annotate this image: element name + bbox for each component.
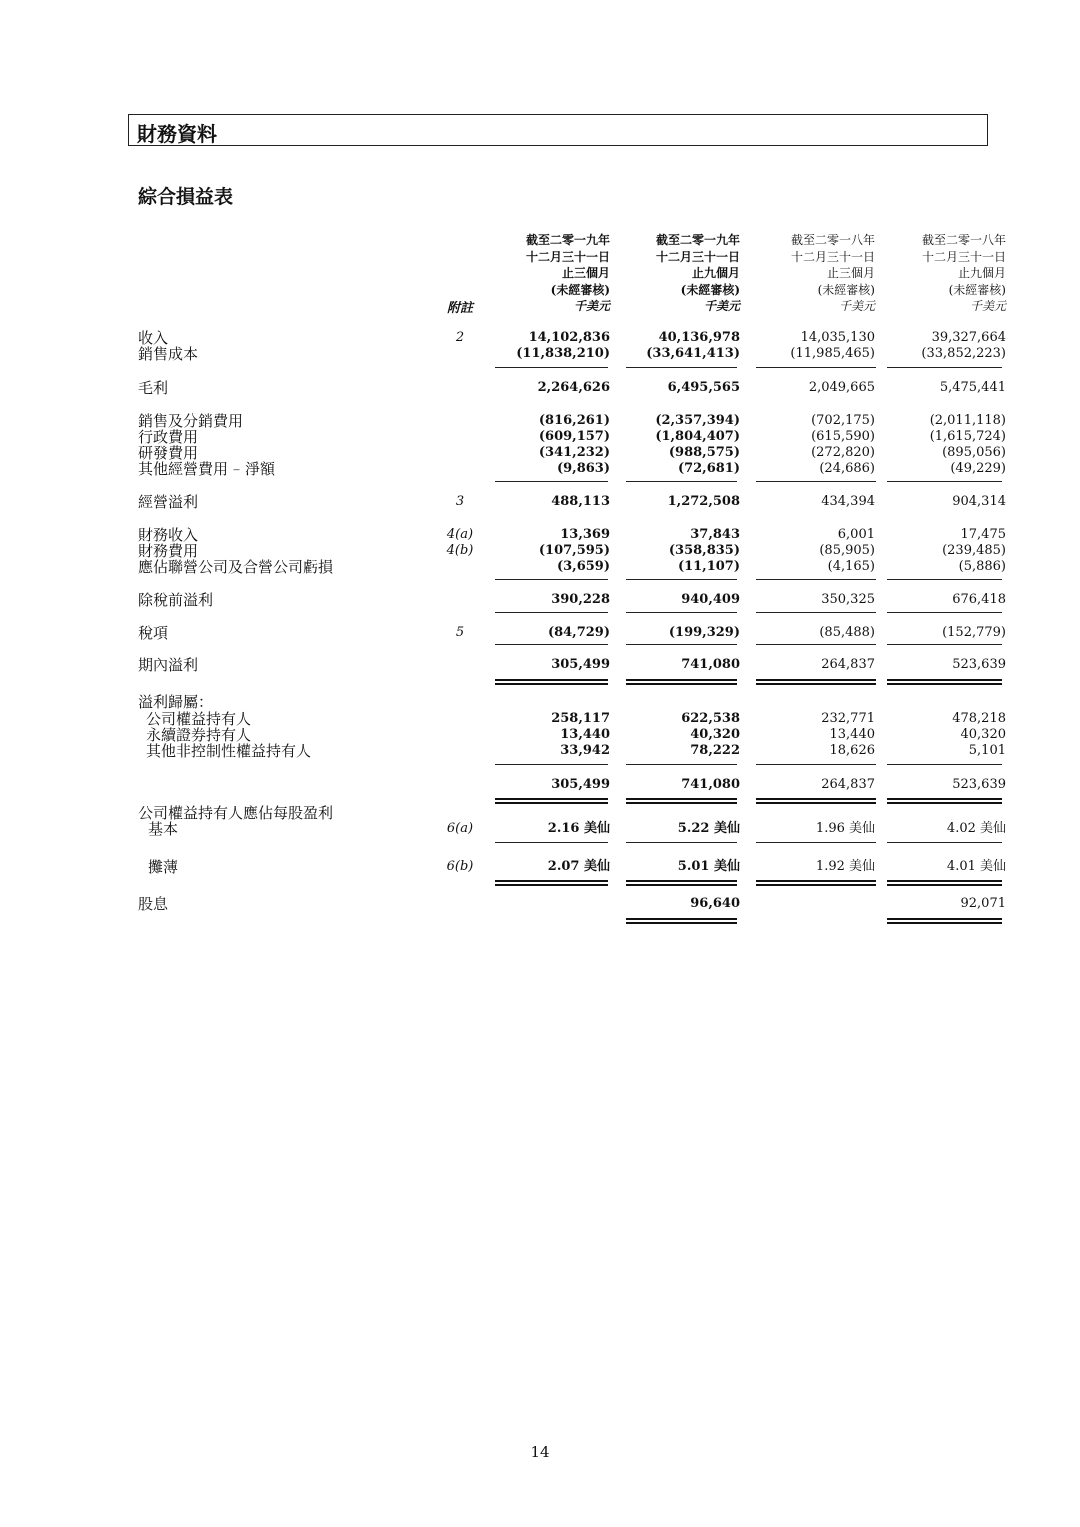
row-value-col-4: 5,475,441 xyxy=(939,380,1006,395)
row-value-col-3: 232,771 xyxy=(821,711,875,726)
row-value-col-2: (358,835) xyxy=(668,543,740,558)
table-row xyxy=(0,461,1080,477)
row-value-col-4: 92,071 xyxy=(960,896,1006,911)
row-value-col-3: (272,820) xyxy=(811,445,875,460)
table-row xyxy=(0,413,1080,429)
table-row xyxy=(0,727,1080,743)
row-value-col-3: (24,686) xyxy=(819,461,875,476)
table-row xyxy=(0,743,1080,759)
row-value-col-2: 622,538 xyxy=(681,711,740,726)
row-value-col-2: 940,409 xyxy=(681,592,740,607)
table-row xyxy=(0,694,1080,710)
row-value-col-1: (3,659) xyxy=(556,559,610,574)
row-value-col-4: 4.01 美仙 xyxy=(946,859,1006,874)
row-value-col-4: 39,327,664 xyxy=(931,330,1006,345)
subtotal-rule xyxy=(495,644,608,645)
row-value-col-2: (2,357,394) xyxy=(655,413,740,428)
row-value-col-3: (85,488) xyxy=(819,625,875,640)
table-row xyxy=(0,330,1080,346)
row-value-col-3: 350,325 xyxy=(821,592,875,607)
row-value-col-4: (33,852,223) xyxy=(921,346,1006,361)
row-value-col-4: 904,314 xyxy=(952,494,1006,509)
row-value-col-1: (84,729) xyxy=(547,625,610,640)
subtotal-rule xyxy=(756,579,876,580)
row-value-col-2: 741,080 xyxy=(681,777,740,792)
subtotal-rule xyxy=(887,612,1002,613)
total-double-rule xyxy=(756,798,876,804)
table-row xyxy=(0,380,1080,396)
row-value-col-2: 37,843 xyxy=(690,527,740,542)
subtotal-rule xyxy=(756,764,876,765)
row-value-col-4: (152,779) xyxy=(942,625,1006,640)
row-value-col-1: 2,264,626 xyxy=(537,380,610,395)
row-value-col-3: 434,394 xyxy=(821,494,875,509)
row-value-col-2: (199,329) xyxy=(668,625,740,640)
row-label: 基本 xyxy=(148,820,179,838)
row-value-col-4: 4.02 美仙 xyxy=(946,821,1006,836)
row-value-col-1: 258,117 xyxy=(551,711,610,726)
table-row xyxy=(0,592,1080,608)
row-value-col-3: 13,440 xyxy=(829,727,875,742)
row-value-col-2: 40,136,978 xyxy=(658,330,740,345)
row-label: 財務收入 xyxy=(138,526,199,544)
table-row xyxy=(0,657,1080,673)
table-row xyxy=(0,543,1080,559)
row-value-col-1: 2.07 美仙 xyxy=(547,859,610,874)
page-number: 14 xyxy=(530,1443,550,1461)
total-double-rule xyxy=(887,918,1002,924)
subtotal-rule xyxy=(887,367,1002,368)
row-label: 行政費用 xyxy=(138,428,199,446)
row-value-col-1: 2.16 美仙 xyxy=(547,821,610,836)
row-value-col-4: (2,011,118) xyxy=(929,413,1006,428)
row-note: 5 xyxy=(455,625,465,640)
row-label: 收入 xyxy=(138,329,169,347)
row-value-col-2: 5.22 美仙 xyxy=(677,821,740,836)
row-label: 研發費用 xyxy=(138,444,199,462)
row-label: 公司權益持有人應佔每股盈利 xyxy=(138,804,334,822)
row-value-col-4: (239,485) xyxy=(942,543,1006,558)
row-value-col-3: (11,985,465) xyxy=(790,346,875,361)
table-row xyxy=(0,559,1080,575)
total-double-rule xyxy=(756,880,876,886)
subtotal-rule xyxy=(887,579,1002,580)
subtotal-rule xyxy=(887,481,1002,482)
row-value-col-2: (11,107) xyxy=(677,559,740,574)
row-value-col-3: 264,837 xyxy=(821,657,875,672)
row-value-col-3: 14,035,130 xyxy=(800,330,875,345)
row-value-col-2: 741,080 xyxy=(681,657,740,672)
row-label: 銷售及分銷費用 xyxy=(138,412,244,430)
subtotal-rule xyxy=(495,367,608,368)
row-value-col-4: (895,056) xyxy=(942,445,1006,460)
row-value-col-1: 305,499 xyxy=(551,657,610,672)
row-value-col-1: 13,440 xyxy=(560,727,610,742)
subtotal-rule xyxy=(887,764,1002,765)
row-value-col-1: (107,595) xyxy=(538,543,610,558)
row-value-col-3: 1.92 美仙 xyxy=(815,859,875,874)
total-double-rule xyxy=(887,679,1002,685)
row-label: 永續證券持有人 xyxy=(146,726,252,744)
column-header-2: 截至二零一九年 十二月三十一日 止九個月 (未經審核) 千美元 xyxy=(655,233,740,313)
row-value-col-3: 2,049,665 xyxy=(808,380,875,395)
row-value-col-4: 17,475 xyxy=(960,527,1006,542)
row-label: 攤薄 xyxy=(148,858,179,876)
row-value-col-3: 6,001 xyxy=(837,527,875,542)
total-double-rule xyxy=(495,880,608,886)
row-value-col-2: 1,272,508 xyxy=(667,494,740,509)
total-double-rule xyxy=(626,679,737,685)
subtotal-rule xyxy=(756,842,876,843)
row-value-col-4: (49,229) xyxy=(950,461,1006,476)
row-value-col-1: 488,113 xyxy=(551,494,610,509)
row-value-col-1: 14,102,836 xyxy=(528,330,610,345)
table-row xyxy=(0,429,1080,445)
subtotal-rule xyxy=(495,481,608,482)
row-value-col-3: 18,626 xyxy=(829,743,875,758)
subtotal-rule xyxy=(756,481,876,482)
row-value-col-3: 1.96 美仙 xyxy=(815,821,875,836)
row-value-col-2: (988,575) xyxy=(668,445,740,460)
note-column-header: 附註 xyxy=(446,301,473,316)
row-value-col-2: 40,320 xyxy=(690,727,740,742)
table-row xyxy=(0,527,1080,543)
row-value-col-2: (72,681) xyxy=(677,461,740,476)
subtotal-rule xyxy=(756,644,876,645)
row-value-col-4: 478,218 xyxy=(952,711,1006,726)
row-value-col-4: (1,615,724) xyxy=(929,429,1006,444)
row-label: 經營溢利 xyxy=(138,493,199,511)
row-value-col-3: (85,905) xyxy=(819,543,875,558)
subtotal-rule xyxy=(887,842,1002,843)
row-note: 2 xyxy=(455,330,465,345)
row-label: 期內溢利 xyxy=(138,656,199,674)
row-label: 股息 xyxy=(138,895,169,913)
row-label: 毛利 xyxy=(138,379,169,397)
table-row xyxy=(0,821,1080,837)
row-note: 6(a) xyxy=(446,821,474,836)
total-double-rule xyxy=(887,880,1002,886)
row-value-col-2: (1,804,407) xyxy=(655,429,740,444)
row-label: 除稅前溢利 xyxy=(138,591,214,609)
row-label: 財務費用 xyxy=(138,542,199,560)
row-value-col-2: 78,222 xyxy=(690,743,740,758)
table-row xyxy=(0,625,1080,641)
row-note: 4(b) xyxy=(446,543,474,558)
row-value-col-4: 676,418 xyxy=(952,592,1006,607)
row-value-col-4: 40,320 xyxy=(960,727,1006,742)
row-note: 3 xyxy=(455,494,465,509)
row-note: 4(a) xyxy=(446,527,474,542)
row-label: 其他非控制性權益持有人 xyxy=(146,742,312,760)
row-label: 應佔聯營公司及合營公司虧損 xyxy=(138,558,334,576)
row-value-col-3: (4,165) xyxy=(827,559,875,574)
column-header-1: 截至二零一九年 十二月三十一日 止三個月 (未經審核) 千美元 xyxy=(525,233,610,313)
row-value-col-1: (609,157) xyxy=(538,429,610,444)
row-value-col-4: 523,639 xyxy=(952,777,1006,792)
row-value-col-1: (341,232) xyxy=(538,445,610,460)
row-value-col-2: 6,495,565 xyxy=(667,380,740,395)
subtotal-rule xyxy=(626,612,737,613)
table-row xyxy=(0,494,1080,510)
total-double-rule xyxy=(626,918,737,924)
row-value-col-1: (816,261) xyxy=(538,413,610,428)
row-note: 6(b) xyxy=(446,859,474,874)
row-value-col-3: 264,837 xyxy=(821,777,875,792)
total-double-rule xyxy=(626,798,737,804)
subtotal-rule xyxy=(495,764,608,765)
row-value-col-2: (33,641,413) xyxy=(646,346,740,361)
subtotal-rule xyxy=(626,367,737,368)
row-label: 公司權益持有人 xyxy=(146,710,252,728)
section-title-box xyxy=(128,114,988,146)
subtotal-rule xyxy=(495,612,608,613)
total-double-rule xyxy=(756,679,876,685)
row-value-col-1: 390,228 xyxy=(551,592,610,607)
subtotal-rule xyxy=(626,764,737,765)
row-value-col-4: (5,886) xyxy=(958,559,1006,574)
subtotal-rule xyxy=(495,579,608,580)
subtotal-rule xyxy=(626,481,737,482)
subtotal-rule xyxy=(887,644,1002,645)
subtotal-rule xyxy=(626,644,737,645)
total-double-rule xyxy=(626,880,737,886)
column-header-3: 截至二零一八年 十二月三十一日 止三個月 (未經審核) 千美元 xyxy=(790,233,875,313)
section-title: 財務資料 xyxy=(137,122,217,146)
subtotal-rule xyxy=(756,612,876,613)
row-value-col-3: (615,590) xyxy=(811,429,875,444)
row-value-col-1: 13,369 xyxy=(560,527,610,542)
table-row xyxy=(0,805,1080,821)
table-row xyxy=(0,777,1080,793)
row-label: 銷售成本 xyxy=(138,345,199,363)
row-value-col-4: 523,639 xyxy=(952,657,1006,672)
table-row xyxy=(0,859,1080,875)
table-row xyxy=(0,445,1080,461)
column-header-4: 截至二零一八年 十二月三十一日 止九個月 (未經審核) 千美元 xyxy=(921,233,1006,313)
statement-title: 綜合損益表 xyxy=(138,186,234,208)
row-value-col-3: (702,175) xyxy=(811,413,875,428)
table-row xyxy=(0,711,1080,727)
table-row xyxy=(0,346,1080,362)
subtotal-rule xyxy=(626,842,737,843)
subtotal-rule xyxy=(495,842,608,843)
row-value-col-4: 5,101 xyxy=(968,743,1006,758)
total-double-rule xyxy=(887,798,1002,804)
row-value-col-1: (11,838,210) xyxy=(516,346,610,361)
row-value-col-1: 305,499 xyxy=(551,777,610,792)
row-label: 其他經營費用 – 淨額 xyxy=(138,460,276,478)
subtotal-rule xyxy=(756,367,876,368)
table-row xyxy=(0,896,1080,912)
subtotal-rule xyxy=(626,579,737,580)
row-value-col-2: 5.01 美仙 xyxy=(677,859,740,874)
total-double-rule xyxy=(495,798,608,804)
row-label: 溢利歸屬： xyxy=(138,693,214,711)
total-double-rule xyxy=(495,679,608,685)
row-label: 稅項 xyxy=(138,624,169,642)
row-value-col-1: (9,863) xyxy=(556,461,610,476)
row-value-col-2: 96,640 xyxy=(690,896,740,911)
row-value-col-1: 33,942 xyxy=(560,743,610,758)
